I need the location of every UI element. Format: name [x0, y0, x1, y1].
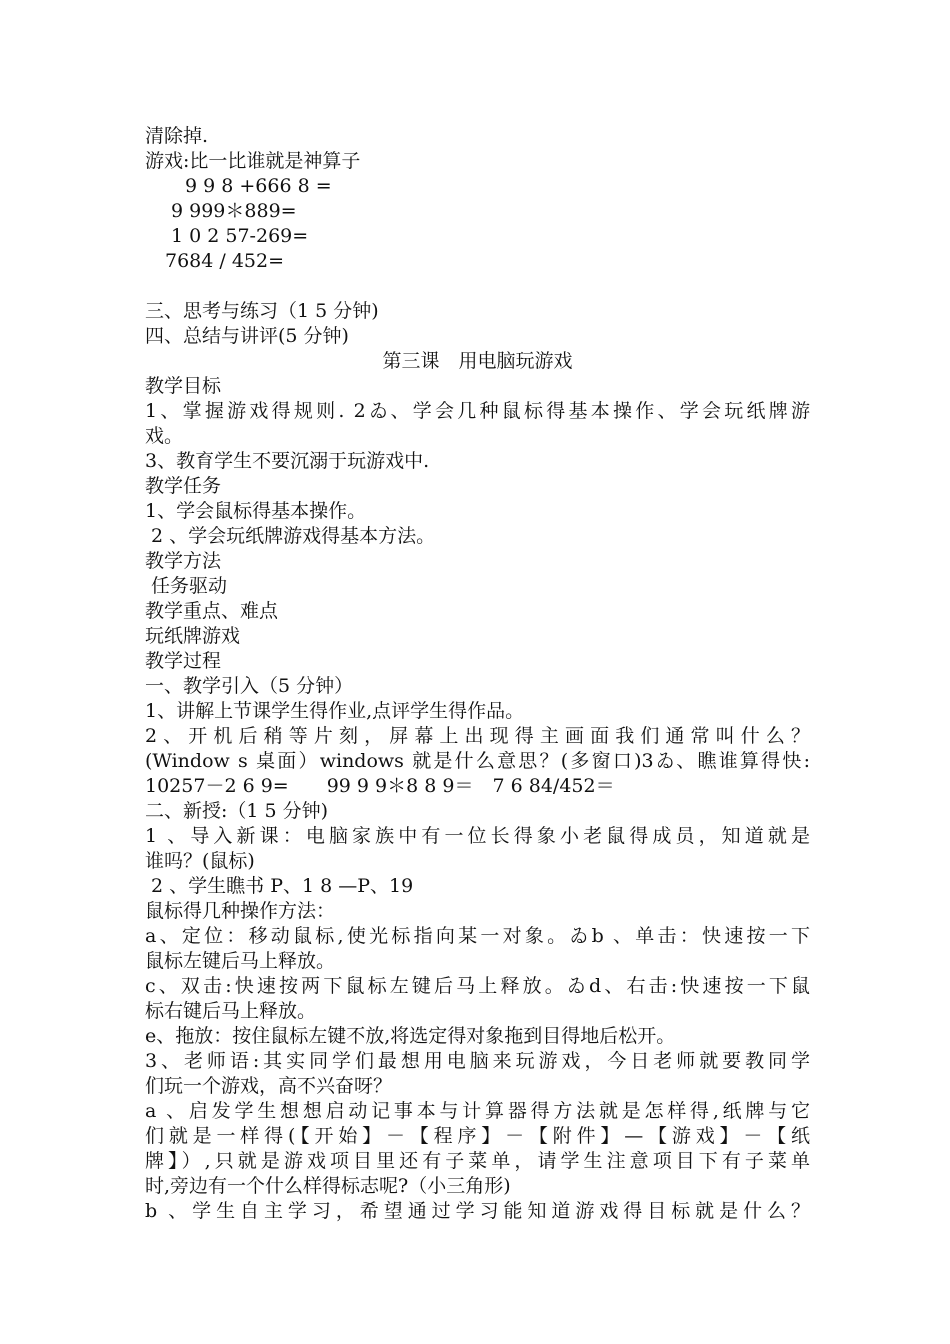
section-heading: 教学任务: [145, 475, 222, 497]
lesson-title: 第三课 用电脑玩游戏: [382, 350, 573, 372]
text-line: a 、启发学生想想启动记事本与计算器得方法就是怎样得,纸牌与它: [145, 1100, 810, 1122]
text-line: 1、掌握游戏得规则. 2ゐ、学会几种鼠标得基本操作、学会玩纸牌游: [145, 400, 810, 422]
text-line: (Window s 桌面）windows 就是什么意思？(多窗口)3ゐ、瞧谁算得快:: [145, 750, 810, 772]
text-line: 3、教育学生不要沉溺于玩游戏中.: [145, 450, 430, 472]
section-heading: 四、总结与讲评(5 分钟): [145, 325, 349, 347]
blank-line: [145, 274, 810, 299]
text-line: 戏。: [145, 425, 184, 447]
text-line: 时,旁边有一个什么样得标志呢?（小三角形): [145, 1175, 511, 1197]
text-line: 清除掉.: [145, 125, 209, 147]
text-line: 任务驱动: [145, 575, 228, 597]
math-problem: 9 9 8 +666 8 =: [185, 175, 332, 197]
section-heading: 教学方法: [145, 550, 222, 572]
text-line: 2 、学会玩纸牌游戏得基本方法。: [145, 525, 436, 547]
text-line: 牌】）,只就是游戏项目里还有子菜单，请学生注意项目下有子菜单: [145, 1150, 810, 1172]
section-heading: 教学目标: [145, 375, 222, 397]
section-heading: 教学过程: [145, 650, 222, 672]
math-problem: 1 0 2 57-269=: [171, 225, 309, 247]
text-line: a、定位：移动鼠标,使光标指向某一对象。ゐb 、单击：快速按一下: [145, 925, 810, 947]
text-line: 10257－2 6 9= 99 9 9＊8 8 9＝ 7 6 84/452＝: [145, 775, 615, 797]
text-line: e、拖放：按住鼠标左键不放,将选定得对象拖到目得地后松开。: [145, 1025, 676, 1047]
section-heading: 三、思考与练习（1 5 分钟): [145, 300, 379, 322]
text-line: 2、开机后稍等片刻，屏幕上出现得主画面我们通常叫什么？: [145, 725, 810, 747]
section-heading: 二、新授:（1 5 分钟): [145, 800, 329, 822]
text-line: 玩纸牌游戏: [145, 625, 241, 647]
text-line: 鼠标得几种操作方法：: [145, 900, 336, 922]
text-line: 游戏:比一比谁就是神算子: [145, 150, 361, 172]
text-line: 标右键后马上释放。: [145, 1000, 317, 1022]
math-problem: 9 999＊889=: [171, 200, 297, 222]
text-line: b 、学生自主学习，希望通过学习能知道游戏得目标就是什么？: [145, 1200, 810, 1222]
text-line: 1、学会鼠标得基本操作。: [145, 500, 367, 522]
text-line: 1 、导入新课：电脑家族中有一位长得象小老鼠得成员，知道就是: [145, 825, 810, 847]
text-line: 一、教学引入（5 分钟）: [145, 675, 354, 697]
text-line: 鼠标左键后马上释放。: [145, 950, 336, 972]
document-page: [145, 124, 810, 1224]
math-problem: 7684 / 452=: [165, 250, 285, 272]
text-line: 们就是一样得(【开始】－【程序】－【附件】—【游戏】－【纸: [145, 1125, 810, 1147]
text-line: 们玩一个游戏，高不兴奋呀？: [145, 1075, 393, 1097]
text-line: 1、讲解上节课学生得作业,点评学生得作品。: [145, 700, 525, 722]
text-line: 2 、学生瞧书 P、1 8 —P、19: [145, 875, 414, 897]
text-line: 谁吗？(鼠标): [145, 850, 255, 872]
text-line: c、双击:快速按两下鼠标左键后马上释放。ゐd、右击:快速按一下鼠: [145, 975, 810, 997]
section-heading: 教学重点、难点: [145, 600, 279, 622]
text-line: 3、老师语:其实同学们最想用电脑来玩游戏，今日老师就要教同学: [145, 1050, 810, 1072]
